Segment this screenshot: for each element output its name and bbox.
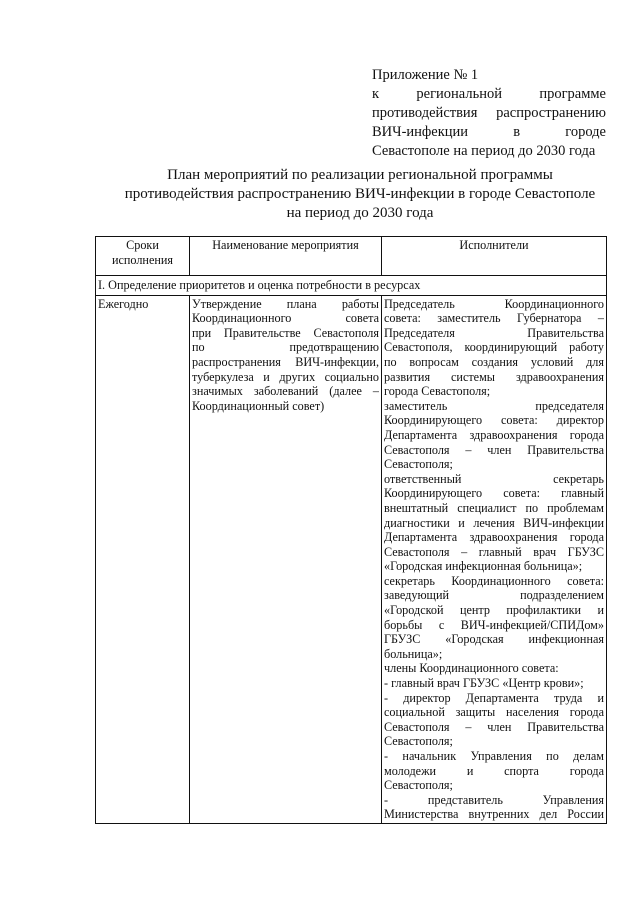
cell-line: - директор Департамента труда и bbox=[384, 690, 604, 705]
cell-line: по вопросам создания условий для bbox=[384, 354, 604, 369]
header-executors: Исполнители bbox=[382, 237, 607, 276]
cell-line: Севастополя – член Правительства bbox=[384, 442, 604, 457]
cell-activity bbox=[190, 295, 382, 823]
cell-term: Ежегодно bbox=[96, 295, 190, 823]
cell-line: «Городской центр профилактики и bbox=[384, 603, 604, 618]
annex-line: ВИЧ-инфекции в городе bbox=[372, 124, 606, 140]
cell-line: - начальник Управления по делам bbox=[384, 749, 604, 763]
annex-line: Севастополе на период до 2030 года bbox=[372, 143, 596, 159]
cell-line: Севастополя – главный врач ГБУЗС bbox=[384, 544, 604, 559]
cell-line: диагностики и лечения ВИЧ-инфекции bbox=[384, 515, 604, 530]
cell-line: - представитель Управления bbox=[384, 792, 604, 807]
annex-line: Приложение № 1 bbox=[372, 67, 479, 83]
cell-line: Утверждение плана работы bbox=[192, 296, 379, 311]
annex-line: к региональной программе bbox=[372, 86, 606, 102]
cell-line: ответственный секретарь bbox=[384, 471, 604, 486]
section-title: I. Определение приоритетов и оценка потребности в ресурсах bbox=[96, 276, 607, 296]
cell-line: Департамента здравоохранения города bbox=[384, 530, 604, 545]
cell-line: совета: заместитель Губернатора – bbox=[384, 311, 604, 326]
section-row bbox=[96, 276, 607, 296]
cell-line: Координирующего совета: директор bbox=[384, 413, 604, 428]
table-header-row bbox=[96, 237, 607, 276]
cell-line: Севастополя; bbox=[384, 778, 453, 793]
annex-line: противодействия распространению bbox=[372, 105, 606, 121]
table-row bbox=[96, 295, 607, 823]
title-line: План мероприятий по реализации региональной программы bbox=[167, 167, 553, 183]
cell-line: заместитель председателя bbox=[384, 398, 604, 413]
cell-line: больница»; bbox=[384, 646, 443, 661]
plan-table bbox=[95, 236, 607, 824]
annex-header bbox=[372, 66, 606, 161]
cell-executors bbox=[382, 295, 607, 823]
cell-line: члены Координационного совета: bbox=[384, 661, 559, 676]
cell-line: Севастополя; bbox=[384, 734, 453, 749]
cell-line: Севастополя, координирующий работу bbox=[384, 340, 604, 355]
cell-line: Координирующего совета: главный bbox=[384, 486, 604, 501]
title-line: на период до 2030 года bbox=[286, 205, 434, 221]
document-title bbox=[110, 166, 610, 223]
cell-line: Севастополя – член Правительства bbox=[384, 719, 604, 734]
cell-line: Департамента здравоохранения города bbox=[384, 427, 604, 442]
cell-line: при Правительстве Севастополя bbox=[192, 325, 379, 340]
cell-line: - главный врач ГБУЗС «Центр крови»; bbox=[384, 676, 584, 691]
cell-line: Координационного совета bbox=[192, 311, 379, 326]
title-line: противодействия распространению ВИЧ-инфекции в городе Севастополе bbox=[124, 186, 596, 202]
cell-line: секретарь Координационного совета: bbox=[384, 573, 604, 588]
cell-line: города Севастополя; bbox=[384, 384, 491, 399]
cell-line: заведующий подразделением bbox=[384, 588, 604, 603]
cell-line: молодежи и спорта города bbox=[384, 763, 604, 778]
cell-line: значимых заболеваний (далее – bbox=[192, 384, 379, 399]
cell-line: Председатель Координационного bbox=[384, 296, 604, 311]
header-term: Сроки исполнения bbox=[96, 237, 190, 276]
cell-line: распространения ВИЧ-инфекции, bbox=[192, 354, 379, 369]
cell-line: Координационный совет) bbox=[192, 398, 325, 413]
cell-line: Севастополя; bbox=[384, 457, 453, 472]
cell-line: внештатный специалист по проблемам bbox=[384, 500, 604, 515]
cell-line: Министерства внутренних дел России bbox=[384, 807, 604, 822]
cell-line: «Городская инфекционная больница»; bbox=[384, 559, 583, 574]
cell-line: Председателя Правительства bbox=[384, 325, 604, 340]
cell-line: ГБУЗС «Городская инфекционная bbox=[384, 632, 604, 647]
cell-line: социальной защиты населения города bbox=[384, 705, 604, 720]
cell-line: по предотвращению bbox=[192, 340, 379, 355]
cell-line: борьбы с ВИЧ-инфекцией/СПИДом» bbox=[384, 617, 604, 632]
cell-line: туберкулеза и других социально bbox=[192, 369, 379, 384]
header-activity: Наименование мероприятия bbox=[190, 237, 382, 276]
cell-line: развития системы здравоохранения bbox=[384, 369, 604, 384]
